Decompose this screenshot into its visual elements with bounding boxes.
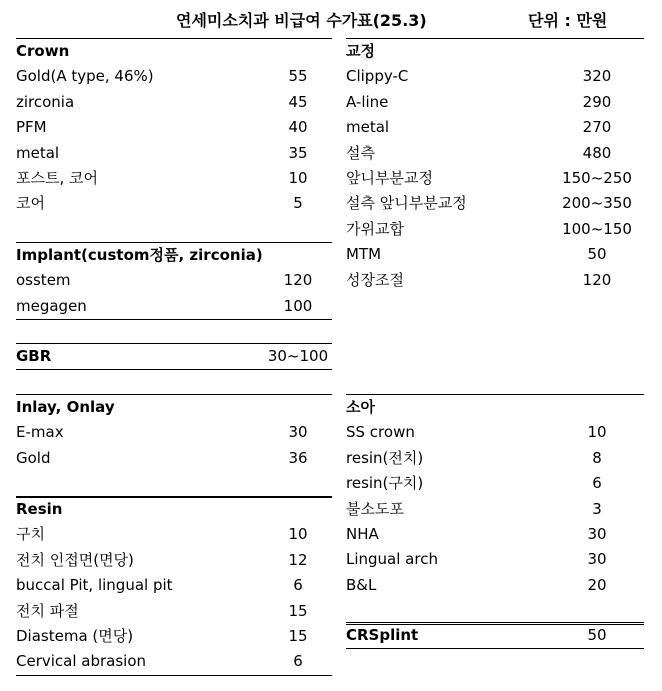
table-row xyxy=(16,166,332,191)
table-row-value: 10 xyxy=(288,169,308,187)
table-row-label: MTM xyxy=(346,245,382,264)
table-row xyxy=(16,294,332,319)
table-row-label: 코어 xyxy=(16,194,45,213)
section-title xyxy=(16,243,332,268)
table-row-label: 구치 xyxy=(16,525,45,544)
unit-label: 단위 : 만원 xyxy=(528,11,608,30)
table-row-value: 100 xyxy=(283,296,313,315)
table-row xyxy=(346,115,644,140)
table-row xyxy=(16,141,332,166)
table-row-value: 15 xyxy=(288,601,308,620)
section-title xyxy=(16,497,332,522)
section-title xyxy=(16,344,332,369)
table-row-label: zirconia xyxy=(16,92,75,111)
table-row xyxy=(346,217,644,242)
table-row-label: 설측 xyxy=(346,143,375,162)
table-row xyxy=(346,191,644,216)
table-row-value: 15 xyxy=(288,627,308,645)
section-title xyxy=(346,39,644,64)
table-row-value: 35 xyxy=(288,143,308,162)
table-row xyxy=(346,268,644,293)
table-row-value: 100~150 xyxy=(562,219,632,238)
table-row-label: osstem xyxy=(16,271,71,290)
table-row-value: 150~250 xyxy=(562,169,632,187)
section-title-label: 교정 xyxy=(346,42,375,60)
table-row-value: 200~350 xyxy=(562,194,632,213)
table-row-label: Gold(A type, 46%) xyxy=(16,67,154,86)
section-title-label: Resin xyxy=(16,500,63,518)
table-row-value: 20 xyxy=(587,575,607,594)
table-row xyxy=(16,64,332,89)
section-title xyxy=(16,39,332,64)
table-row-value: 6 xyxy=(293,652,303,671)
table-row xyxy=(16,599,332,624)
table-row-label: E-max xyxy=(16,423,64,442)
table-row xyxy=(16,624,332,649)
section-title-label: Implant(custom정품, zirconia) xyxy=(16,246,263,264)
table-row-value: 30 xyxy=(288,423,308,442)
table-row xyxy=(346,446,644,471)
table-row-value: 8 xyxy=(592,448,602,467)
table-row xyxy=(346,573,644,598)
table-row-value: 290 xyxy=(582,92,612,111)
table-row xyxy=(16,191,332,216)
table-row xyxy=(346,90,644,115)
table-row xyxy=(16,548,332,573)
table-row-label: 포스트, 코어 xyxy=(16,169,98,187)
table-row-value: 45 xyxy=(288,92,308,111)
table-row-label: megagen xyxy=(16,296,87,315)
table-row-value: 12 xyxy=(288,550,308,569)
table-row-value: 50 xyxy=(587,245,607,264)
table-row xyxy=(346,547,644,572)
table-row-value: 270 xyxy=(582,118,612,137)
section-title-label: GBR xyxy=(16,347,52,365)
table-row-value: 6 xyxy=(592,474,602,493)
table-row-value: 36 xyxy=(288,448,308,467)
table-row-label: PFM xyxy=(16,118,47,137)
table-row xyxy=(346,64,644,89)
table-row xyxy=(16,446,332,471)
table-row-value: 55 xyxy=(288,67,308,86)
section-title-label: Inlay, Onlay xyxy=(16,398,115,416)
table-row-value: 30 xyxy=(587,525,607,543)
table-row-label: 가위교합 xyxy=(346,219,404,238)
section-title-value: 50 xyxy=(587,626,607,644)
page-title: 연세미소치과 비급여 수가표(25.3) xyxy=(176,11,427,30)
section-bottom-rule xyxy=(16,369,332,370)
table-row-label: A-line xyxy=(346,92,389,111)
section-bottom-rule xyxy=(16,319,332,320)
table-row xyxy=(16,649,332,674)
table-row-label: 전치 파절 xyxy=(16,601,79,620)
table-row-value: 40 xyxy=(288,118,308,137)
section-bottom-rule xyxy=(346,648,644,649)
table-row-label: 앞니부분교정 xyxy=(346,169,433,187)
table-row-value: 120 xyxy=(283,271,313,290)
table-row-value: 120 xyxy=(582,270,612,289)
table-row xyxy=(16,115,332,140)
section-title xyxy=(346,623,644,648)
table-row xyxy=(346,497,644,522)
table-row-value: 320 xyxy=(582,67,612,86)
table-row-value: 3 xyxy=(592,499,602,518)
section-title-label: 소아 xyxy=(346,398,375,416)
table-row-value: 10 xyxy=(587,423,607,442)
table-row xyxy=(346,522,644,547)
table-row xyxy=(346,166,644,191)
section-title-value: 30~100 xyxy=(267,347,329,365)
table-row xyxy=(16,573,332,598)
table-row-label: resin(구치) xyxy=(346,474,424,493)
table-row-value: 6 xyxy=(293,576,303,595)
table-row-label: metal xyxy=(346,118,390,137)
table-row xyxy=(16,90,332,115)
table-row-label: 전치 인접면(면당) xyxy=(16,550,134,569)
section-title-label: Crown xyxy=(16,42,70,60)
table-row-label: Clippy-C xyxy=(346,67,409,86)
table-row-label: metal xyxy=(16,143,60,162)
section-title-label: CRSplint xyxy=(346,626,419,644)
table-row-value: 5 xyxy=(293,194,303,213)
table-row-label: B&L xyxy=(346,575,377,594)
table-row-value: 30 xyxy=(587,550,607,569)
table-row xyxy=(16,522,332,547)
table-row-label: Gold xyxy=(16,448,51,467)
section-title xyxy=(346,395,644,420)
table-row-label: Cervical abrasion xyxy=(16,652,147,671)
table-row-label: 불소도포 xyxy=(346,499,404,518)
table-row-label: resin(전치) xyxy=(346,448,424,467)
table-row xyxy=(346,420,644,445)
table-row-label: 설측 앞니부분교정 xyxy=(346,194,467,213)
table-row-label: 성장조절 xyxy=(346,270,404,289)
table-row-label: Diastema (면당) xyxy=(16,627,134,645)
table-row xyxy=(346,242,644,267)
section-bottom-rule xyxy=(16,675,332,676)
table-row-label: SS crown xyxy=(346,423,415,442)
table-row-value: 480 xyxy=(582,143,612,162)
table-row-value: 10 xyxy=(288,525,308,544)
table-row xyxy=(16,268,332,293)
table-row xyxy=(16,420,332,445)
table-row-label: buccal Pit, lingual pit xyxy=(16,576,173,595)
table-row-label: Lingual arch xyxy=(346,550,438,569)
table-row-label: NHA xyxy=(346,525,379,543)
table-row xyxy=(346,471,644,496)
section-title xyxy=(16,395,332,420)
table-row xyxy=(346,141,644,166)
